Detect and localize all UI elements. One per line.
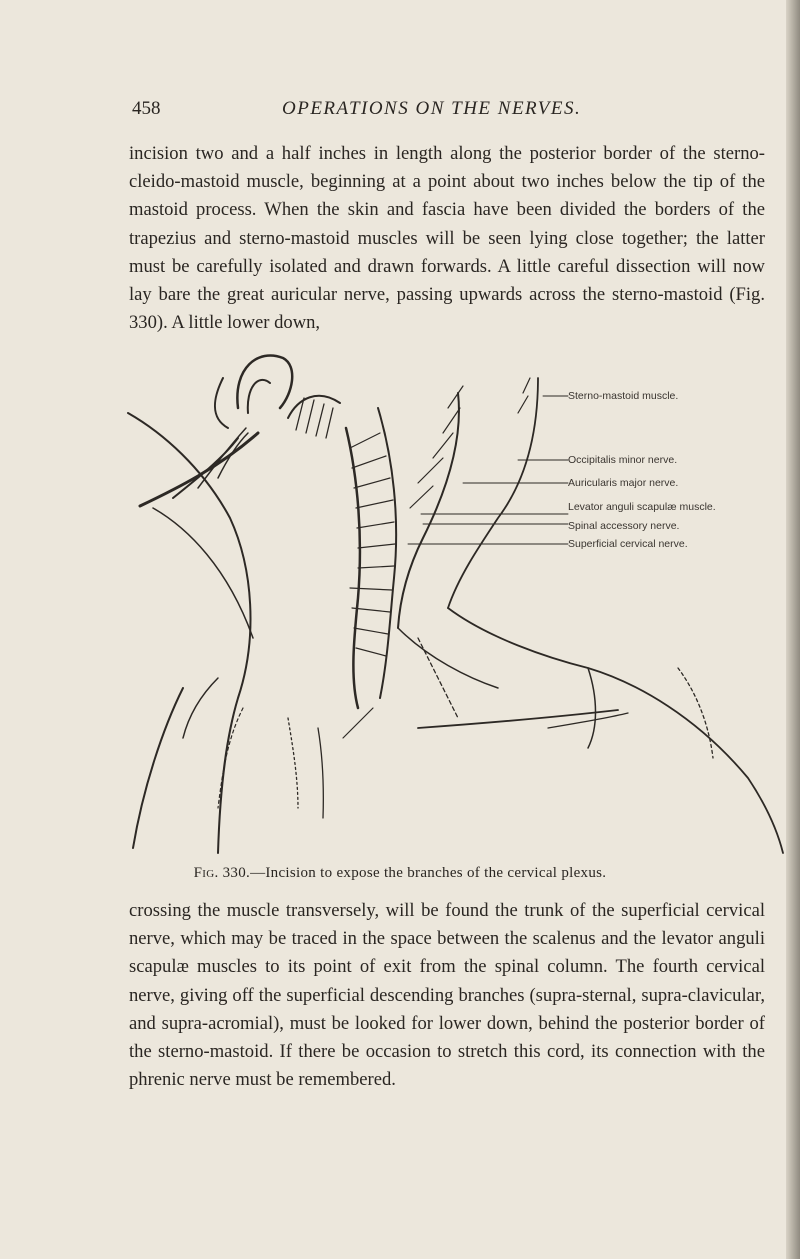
figure-caption <box>0 865 800 882</box>
figure-330 <box>118 338 798 858</box>
label-superficial-cervical: Superficial cervical nerve. <box>568 538 688 550</box>
paragraph-after-figure: crossing the muscle transversely, will be found the trunk of the superficial cervical nerve, which may be traced in the space between the scalenus and the levator anguli scapulæ muscles to its point of exit from the spinal column. The fourth cervical nerve, giving off the superficial descending branches (supra-sternal, supra-clavicular, and supra-acromial), must be looked for lower down, behind the posterior border of the sterno-mastoid. If there be occasion to stretch this cord, its connection with the phrenic nerve must be remembered. <box>129 900 765 1091</box>
running-title: OPERATIONS ON THE NERVES. <box>282 98 582 119</box>
label-occipitalis-minor: Occipitalis minor nerve. <box>568 454 678 466</box>
paragraph-before-figure: incision two and a half inches in length along the posterior border of the sterno-cleido-mastoid muscle, beginning at a point about two inches below the tip of the mastoid process. When the skin and fascia have been divided the borders of the trapezius and sterno-mastoid muscles will be seen lying close together; the latter must be carefully isolated and drawn forwards. A little careful dissection will now lay bare the great auricular nerve, passing upwards across the sterno-mastoid (Fig. 330). A little lower down, <box>129 143 765 334</box>
page-header <box>132 98 772 128</box>
caption-text: —Incision to expose the branches of the cervical plexus. <box>250 865 607 881</box>
label-spinal-accessory: Spinal accessory nerve. <box>568 520 680 532</box>
page-number: 458 <box>132 98 161 119</box>
neck-dissection-illustration <box>118 338 798 858</box>
caption-figure-number: Fig. 330. <box>193 865 251 881</box>
label-sterno-mastoid: Sterno-mastoid muscle. <box>568 390 679 402</box>
label-levator-anguli-scapulae: Levator anguli scapulæ muscle. <box>568 501 716 513</box>
label-auricularis-major: Auricularis major nerve. <box>568 477 679 489</box>
